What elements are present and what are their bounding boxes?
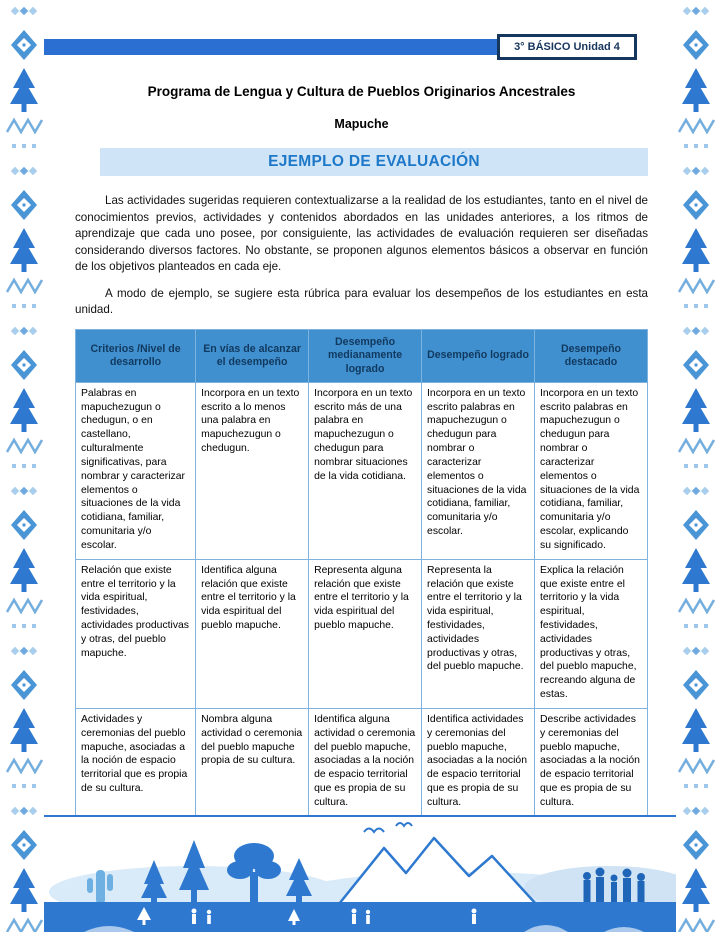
rubric-header-destacado: Desempeño destacado — [535, 330, 648, 383]
rubric-cell: Incorpora en un texto escrito palabras en mapuchezugun o chedugun para nombrar o caracterizar elementos o situaciones de la vida cotidiana, familiar, comunitaria y/o escolar. — [422, 382, 535, 559]
rubric-header-en-vias: En vías de alcanzar el desempeño — [196, 330, 309, 383]
rubric-cell: Relación que existe entre el territorio y la vida espiritual, festividades, actividades productivas y otras, del pueblo mapuche. — [76, 559, 196, 708]
intro-paragraph-1: Las actividades sugeridas requieren contextualizarse a la realidad de los estudiantes, tanto en el nivel de conocimientos previos, actividades y contenidos abordados en las unidades anteriores, a los ritmos de aprendizaje que cada uno posee, por consiguiente, las actividades de evaluación requieren ser diseñadas considerando diversos factores. No obstante, se proponen algunos elementos básicos a observar en función de los objetivos planteados en cada eje. — [75, 194, 648, 274]
right-border-pattern-icon — [677, 0, 715, 932]
page-title: Programa de Lengua y Cultura de Pueblos Originarios Ancestrales — [147, 84, 576, 99]
rubric-cell: Incorpora en un texto escrito más de una palabra en mapuchezugun o chedugun para nombrar situaciones de la vida cotidiana. — [309, 382, 422, 559]
footer-divider — [44, 815, 676, 817]
rubric-cell: Identifica alguna actividad o ceremonia del pueblo mapuche, asociadas a la noción de espacio territorial que es propia de su cultura. — [309, 708, 422, 816]
intro-paragraph-2: A modo de ejemplo, se sugiere esta rúbrica para evaluar los desempeños de los estudiantes en esta unidad. — [75, 286, 648, 317]
page-subtitle: Mapuche — [334, 117, 389, 131]
intro-paragraphs — [75, 193, 648, 319]
rubric-cell: Identifica actividades y ceremonias del pueblo mapuche, asociadas a la noción de espacio territorial que es propia de su cultura. — [422, 708, 535, 816]
rubric-cell: Palabras en mapuchezugun o chedugun, o en castellano, culturalmente significativas, para nombrar y caracterizar elementos o situaciones de la vida cotidiana, familiar, comunitaria y/o escolar. — [76, 382, 196, 559]
rubric-header-criterios: Criterios /Nivel de desarrollo — [76, 330, 196, 383]
rubric-header-row — [76, 330, 648, 383]
rubric-cell: Incorpora en un texto escrito a lo menos una palabra en mapuchezugun o chedugun. — [196, 382, 309, 559]
table-row — [76, 559, 648, 708]
rubric-header-medianamente: Desempeño medianamente logrado — [309, 330, 422, 383]
rubric-cell: Representa alguna relación que existe entre el territorio y la vida espiritual del pueblo mapuche. — [309, 559, 422, 708]
footer-illustration-icon — [44, 818, 676, 932]
rubric-cell: Actividades y ceremonias del pueblo mapuche, asociadas a la noción de espacio territorial que es propia de su cultura. — [76, 708, 196, 816]
rubric-cell: Representa la relación que existe entre el territorio y la vida espiritual, festividades, actividades productivas y otras, del pueblo mapuche. — [422, 559, 535, 708]
rubric-cell: Describe actividades y ceremonias del pueblo mapuche, asociadas a la noción de espacio territorial que es propia de su cultura. — [535, 708, 648, 816]
unit-badge: 3° BÁSICO Unidad 4 — [497, 34, 637, 60]
mountains-icon — [339, 838, 536, 904]
rubric-cell: Nombra alguna actividad o ceremonia del pueblo mapuche propia de su cultura. — [196, 708, 309, 816]
birds-icon — [364, 823, 412, 832]
section-title: EJEMPLO DE EVALUACIÓN — [100, 148, 648, 176]
rubric-cell: Explica la relación que existe entre el territorio y la vida espiritual, festividades, actividades productivas y otras, del pueblo mapuche, recreando alguna de estas. — [535, 559, 648, 708]
table-row — [76, 708, 648, 816]
table-row — [76, 382, 648, 559]
main-content — [75, 84, 648, 817]
left-border-pattern-icon — [5, 0, 43, 932]
rubric-header-logrado: Desempeño logrado — [422, 330, 535, 383]
rubric-table — [75, 329, 648, 817]
rubric-cell: Incorpora en un texto escrito palabras en mapuchezugun o chedugun para nombrar o caracterizar elementos o situaciones de la vida cotidiana, familiar, comunitaria y/o escolar, explicando su significado. — [535, 382, 648, 559]
rubric-cell: Identifica alguna relación que existe entre el territorio y la vida espiritual del pueblo mapuche. — [196, 559, 309, 708]
